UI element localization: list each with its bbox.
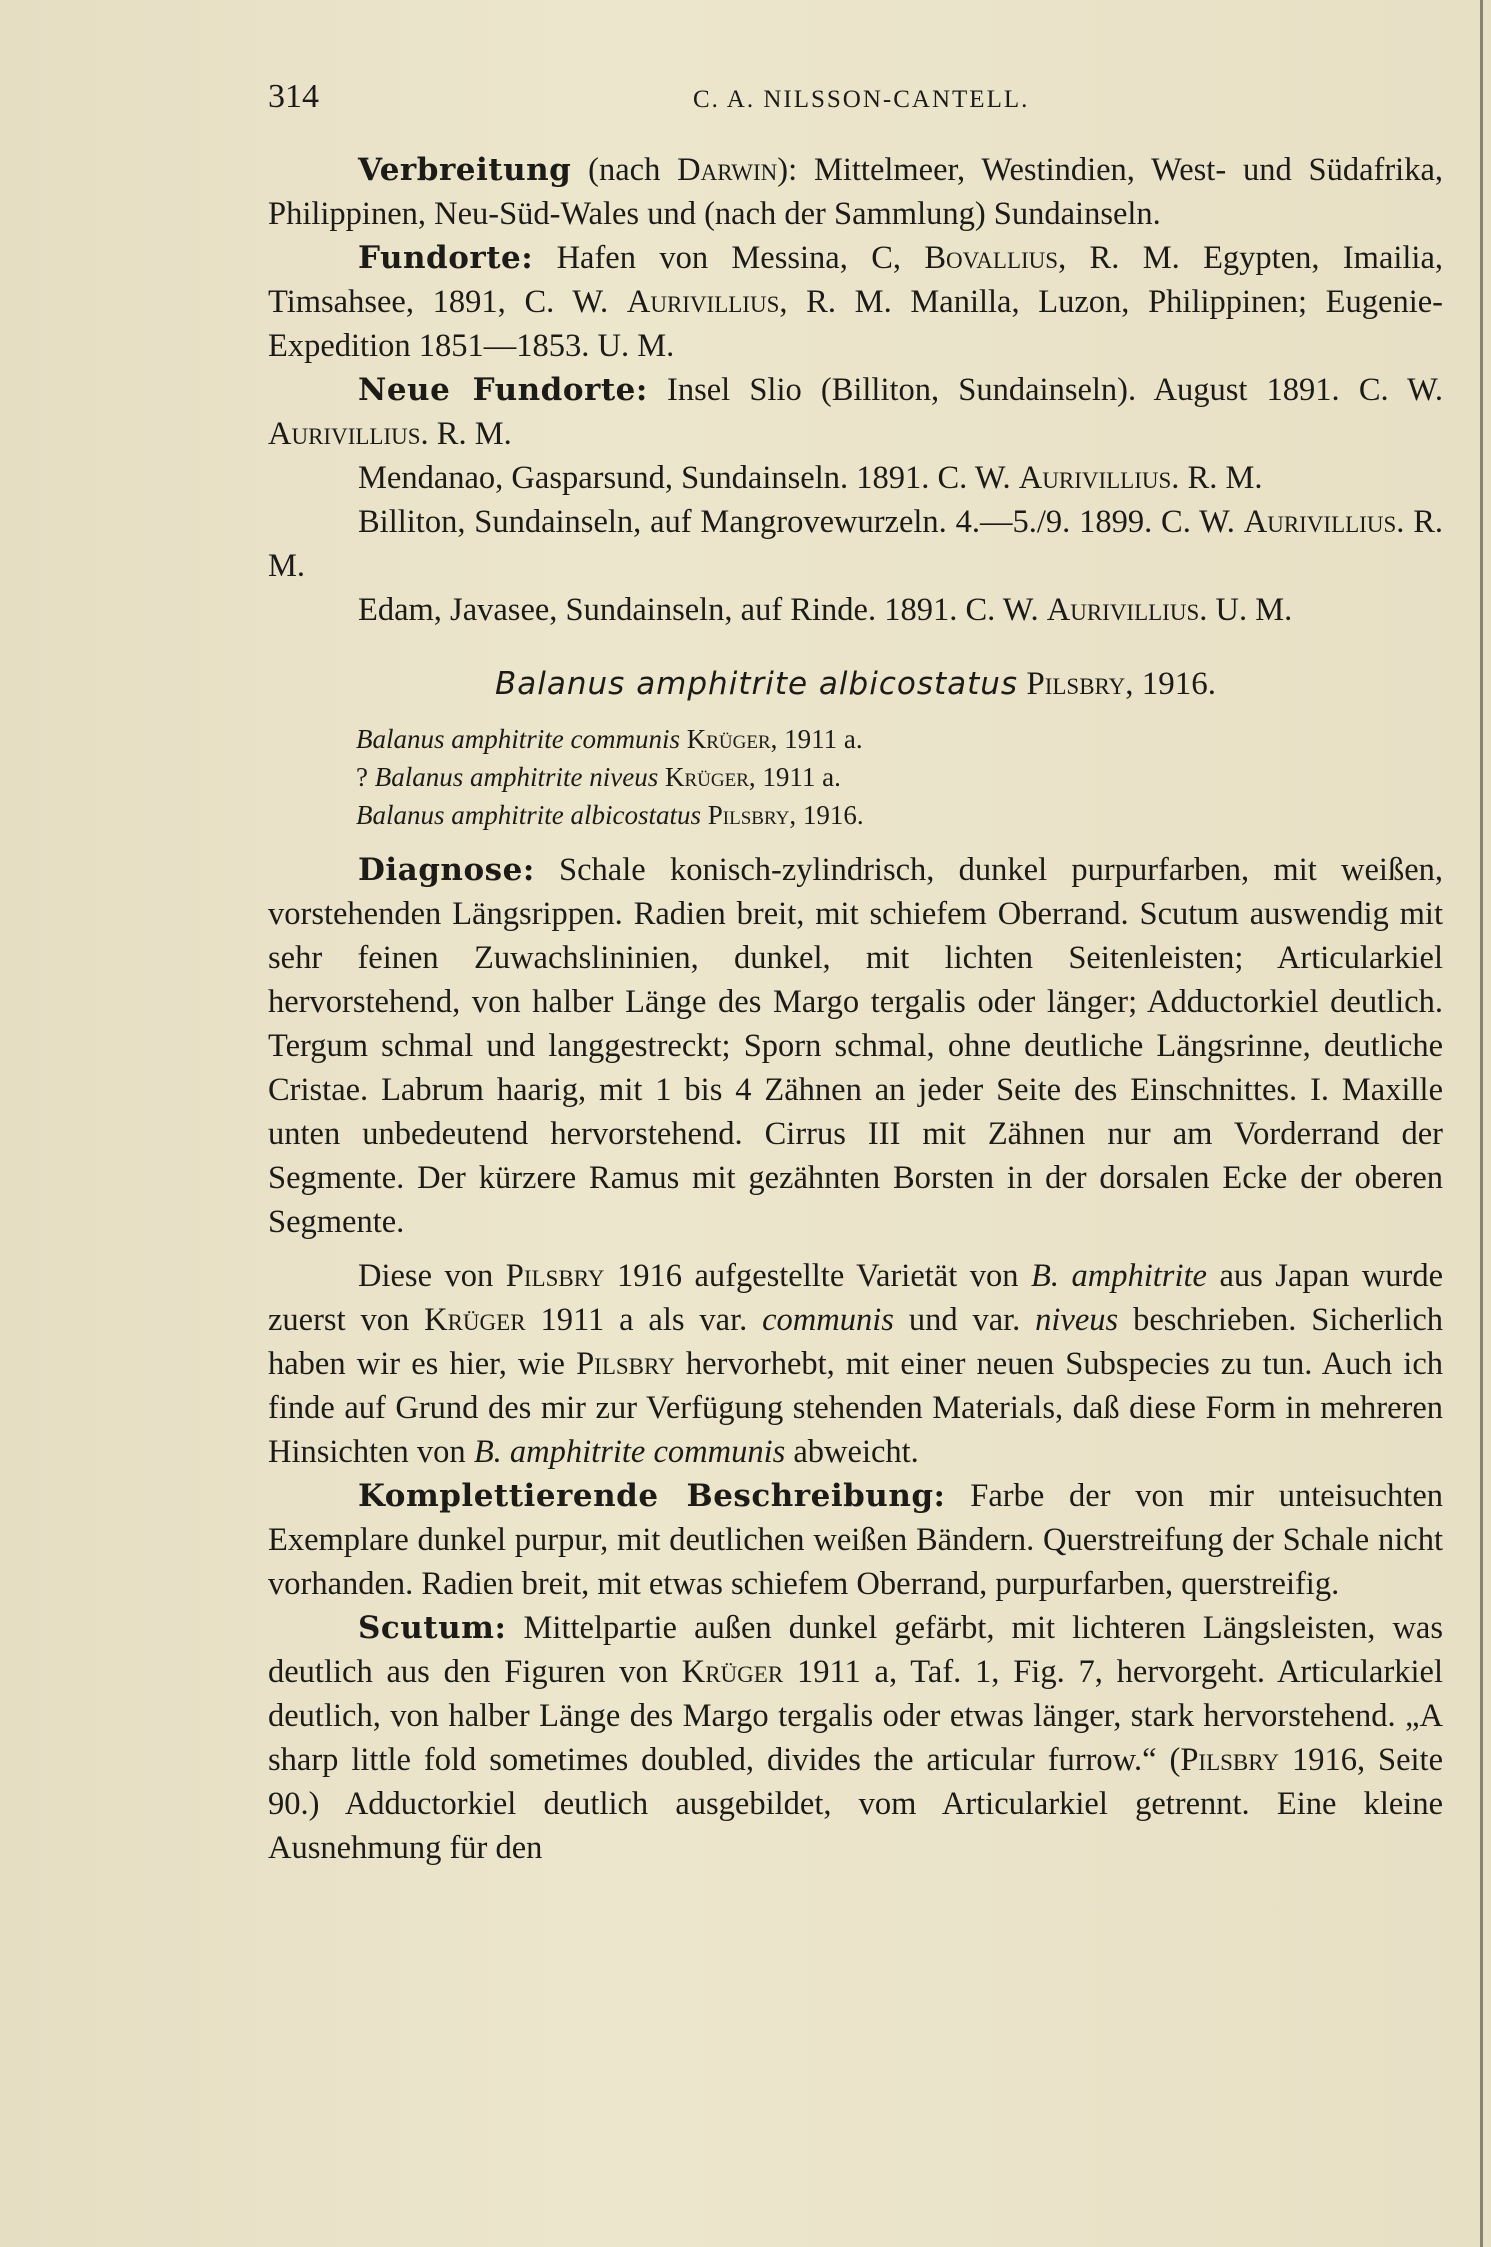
synonym-item xyxy=(356,758,1443,796)
komplett-text: Farbe der von mir unteisuchten Exemplare dunkel purpur, mit deutlichen weißen Bändern. Querstreifung der Schale nicht vorhanden. Radien breit, mit etwas schiefem Oberrand, purpurfarben, querstreifig. xyxy=(268,1478,1443,1602)
fundorte-paragraph xyxy=(268,236,1443,368)
synonym-author: Pilsbry xyxy=(707,800,790,830)
neue-fundorte-heading: Neue Fundorte: xyxy=(358,372,648,408)
fundorte-text-1: Hafen von Messina, C, xyxy=(556,240,902,276)
locality-suffix: . U. M. xyxy=(1199,592,1293,628)
page-number: 314 xyxy=(268,78,319,115)
author-name: Krüger xyxy=(681,1654,784,1690)
verbreitung-heading: Verbreitung xyxy=(358,152,572,188)
author-name: Aurivillius xyxy=(1018,460,1172,496)
species-author: Pilsbry xyxy=(1026,666,1126,702)
neue-fundorte-text-1b: . R. M. xyxy=(420,416,512,452)
species-title xyxy=(268,662,1443,706)
synonym-year: , 1911 a. xyxy=(748,762,841,792)
diese-text-3: aus Japan wurde zuerst von xyxy=(268,1258,1444,1338)
diese-text-7: hervorhebt, mit einer neuen Subspecies zu tun. Auch ich finde auf Grund des mir zur Verfügung stehenden Materials, daß diese Form in mehreren Hinsichten von xyxy=(268,1346,1444,1470)
diese-text-6: beschrieben. Sicherlich haben wir es hier, wie xyxy=(268,1302,1444,1382)
locality-line xyxy=(268,500,1443,588)
author-name: Aurivillius xyxy=(1046,592,1200,628)
synonym-year: , 1911 a. xyxy=(770,724,863,754)
scutum-heading: Scutum: xyxy=(358,1610,507,1646)
locality-suffix: . R. M. xyxy=(1171,460,1263,496)
running-head: C. A. NILSSON-CANTELL. xyxy=(693,86,1030,113)
diese-text-4: 1911 a als var. xyxy=(540,1302,748,1338)
author-name: Pilsbry xyxy=(1180,1742,1279,1778)
synonym-author: Krüger xyxy=(686,724,771,754)
author-name: Bovallius xyxy=(924,240,1059,276)
author-name: Aurivillius xyxy=(1243,504,1397,540)
locality-text: Edam, Javasee, Sundainseln, auf Rinde. 1891. C. W. xyxy=(358,592,1039,628)
synonym-list xyxy=(356,720,1443,834)
locality-text: Billiton, Sundainseln, auf Mangrovewurzeln. 4.—5./9. 1899. C. W. xyxy=(358,504,1235,540)
diese-text-8: abweicht. xyxy=(793,1434,919,1470)
author-name: Pilsbry xyxy=(505,1258,605,1294)
author-name: Pilsbry xyxy=(576,1346,675,1382)
species-ref: niveus xyxy=(1035,1302,1119,1338)
diagnose-heading: Diagnose: xyxy=(358,852,535,888)
species-ref: communis xyxy=(762,1302,894,1338)
scutum-text-1: Mittelpartie außen dunkel gefärbt, mit lichteren Längsleisten, was deutlich aus den Figuren von xyxy=(268,1610,1443,1690)
synonym-name: Balanus amphitrite albicostatus xyxy=(356,800,702,830)
species-ref: B. amphitrite xyxy=(1031,1258,1207,1294)
author-name: Aurivillius xyxy=(626,284,780,320)
diese-text-5: und var. xyxy=(908,1302,1021,1338)
scutum-text-3: 1916, Seite 90.) Adductorkiel deutlich ausgebildet, vom Articularkiel getrennt. Eine kleine Ausnehmung für den xyxy=(268,1742,1444,1866)
komplett-paragraph xyxy=(268,1474,1443,1606)
body-text xyxy=(268,148,1443,1870)
synonym-item xyxy=(356,796,1443,834)
diagnose-text: Schale konisch-zylindrisch, dunkel purpurfarben, mit weißen, vorstehenden Längsrippen. Radien breit, mit schiefem Oberrand. Scutum auswendig mit sehr feinen Zuwachslininien, dunkel, mit lichten Seitenleisten; Articularkiel hervorstehend, von halber Länge des Margo tergalis oder länger; Adductorkiel deutlich. Tergum schmal und langgestreckt; Sporn schmal, ohne deutliche Längsrinne, deutliche Cristae. Labrum haarig, mit 1 bis 4 Zähnen an jeder Seite des Einschnittes. I. Maxille unten unbedeutend hervorstehend. Cirrus III mit Zähnen nur am Vorderrand der Segmente. Der kürzere Ramus mit gezähnten Borsten in der dorsalen Ecke der oberen Segmente. xyxy=(268,852,1444,1240)
locality-line xyxy=(268,588,1443,632)
locality-line xyxy=(268,456,1443,500)
page-edge xyxy=(1480,0,1483,2247)
fundorte-text-2: , R. M. Egypten, Imailia, Timsahsee, 1891, C. W. xyxy=(268,240,1444,320)
neue-fundorte-text-1: Insel Slio (Billiton, Sundainseln). August 1891. C. W. xyxy=(667,372,1443,408)
verbreitung-pre: (nach xyxy=(588,152,661,188)
species-name: Balanus amphitrite albicostatus xyxy=(495,666,1019,702)
synonym-prefix: ? xyxy=(356,762,375,792)
synonym-name: Balanus amphitrite niveus xyxy=(374,762,659,792)
verbreitung-text: ): Mittelmeer, Westindien, West- und Südafrika, Philippinen, Neu-Süd-Wales und (nach der Sammlung) Sundainseln. xyxy=(268,152,1443,232)
species-ref: B. amphitrite communis xyxy=(473,1434,786,1470)
spacer xyxy=(268,1244,1443,1254)
fundorte-heading: Fundorte: xyxy=(358,240,534,276)
synonym-year: , 1916. xyxy=(789,800,864,830)
species-year: , 1916. xyxy=(1125,666,1216,702)
page-header xyxy=(268,78,1431,118)
fundorte-text-3: , R. M. Manilla, Luzon, Philippinen; Eugenie-Expedition 1851—1853. U. M. xyxy=(268,284,1443,364)
diese-text-1: Diese von xyxy=(358,1258,494,1294)
synonym-name: Balanus amphitrite communis xyxy=(356,724,680,754)
synonym-author: Krüger xyxy=(664,762,749,792)
diese-paragraph xyxy=(268,1254,1443,1474)
neue-fundorte-paragraph xyxy=(268,368,1443,456)
scutum-paragraph xyxy=(268,1606,1443,1870)
synonym-item xyxy=(356,720,1443,758)
locality-text: Mendanao, Gasparsund, Sundainseln. 1891. C. W. xyxy=(358,460,1011,496)
author-name: Darwin xyxy=(677,152,778,188)
locality-suffix: . R. M. xyxy=(268,504,1444,584)
author-name: Krüger xyxy=(424,1302,526,1338)
scutum-text-2: 1911 a, Taf. 1, Fig. 7, hervorgeht. Articularkiel deutlich, von halber Länge des Margo tergalis oder etwas länger, stark hervorstehend. „A sharp little fold sometimes doubled, divides the articular furrow.“ ( xyxy=(268,1654,1443,1778)
komplett-heading: Komplettierende Beschreibung: xyxy=(358,1478,946,1514)
diagnose-paragraph xyxy=(268,848,1443,1244)
verbreitung-paragraph xyxy=(268,148,1443,236)
author-name: Aurivillius xyxy=(268,416,421,452)
diese-text-2: 1916 aufgestellte Varietät von xyxy=(616,1258,1019,1294)
